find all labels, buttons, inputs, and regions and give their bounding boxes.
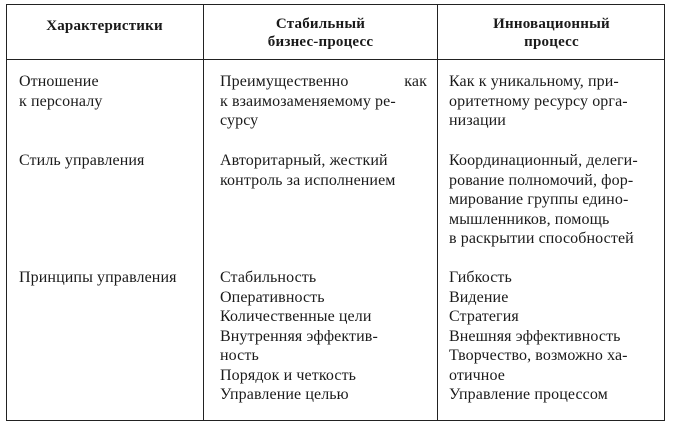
header-innovative-line: Инновационный (493, 16, 610, 32)
row-3-innovative (449, 268, 628, 405)
cell-line: Стабильность (220, 269, 317, 286)
column-divider-2 (437, 4, 438, 421)
cell-line: мышленников, помощь (449, 210, 610, 228)
header-divider (6, 59, 665, 60)
row-1-innovative (449, 72, 628, 131)
cell-line: Внешняя эффективность (449, 327, 621, 345)
cell-line: Авторитарный, жесткий (220, 152, 388, 169)
cell-line: Гибкость (449, 269, 512, 286)
header-stable-process (204, 15, 437, 51)
cell-word: Преимущественно (220, 73, 349, 90)
cell-line: Оперативность (220, 288, 325, 306)
cell-line: в раскрытии способностей (449, 230, 634, 247)
cell-line: оритетному ресурсу орга- (449, 92, 628, 110)
cell-line: отичное (449, 366, 505, 384)
cell-line-justified (220, 72, 427, 92)
cell-line: к взаимозаменяемому ре- (220, 92, 396, 110)
cell-line: контроль за исполнением (220, 171, 396, 189)
cell-line: Творчество, возможно ха- (449, 347, 628, 364)
cell-line: Как к уникальному, при- (449, 73, 619, 90)
cell-line: к персоналу (19, 92, 103, 110)
cell-line: мирование группы едино- (449, 191, 629, 208)
header-innovative-process (438, 15, 665, 51)
cell-line: Внутренняя эффектив- (220, 327, 378, 345)
header-characteristics (6, 17, 203, 35)
cell-line: Управление целью (220, 386, 349, 403)
header-stable-line: бизнес-процесс (267, 34, 374, 50)
row-1-characteristic (19, 72, 102, 111)
header-characteristics-text: Характеристики (46, 18, 163, 34)
row-2-innovative (449, 151, 638, 249)
cell-line: Отношение (19, 73, 99, 90)
cell-line: Порядок и четкость (220, 366, 357, 384)
row-3-stable (220, 268, 378, 405)
cell-line: Стратегия (449, 308, 519, 325)
row-3-characteristic (19, 268, 177, 288)
row-1-stable (220, 72, 427, 131)
cell-line: Видение (449, 288, 509, 306)
header-stable-line: Стабильный (275, 16, 366, 32)
cell-line: Количественные цели (220, 308, 372, 325)
cell-line: Стиль управления (19, 152, 145, 169)
cell-word: как (404, 73, 427, 90)
cell-line: низации (449, 112, 506, 129)
cell-line: рование полномочий, фор- (449, 171, 634, 189)
cell-line: Принципы управления (19, 269, 177, 286)
row-2-stable (220, 151, 396, 190)
cell-line: Координационный, делеги- (449, 152, 638, 169)
cell-line: сурсу (220, 112, 259, 129)
cell-line: Управление процессом (449, 386, 608, 403)
cell-line: ность (220, 347, 259, 364)
column-divider-1 (203, 4, 204, 421)
row-2-characteristic (19, 151, 144, 171)
header-innovative-line: процесс (524, 34, 579, 50)
